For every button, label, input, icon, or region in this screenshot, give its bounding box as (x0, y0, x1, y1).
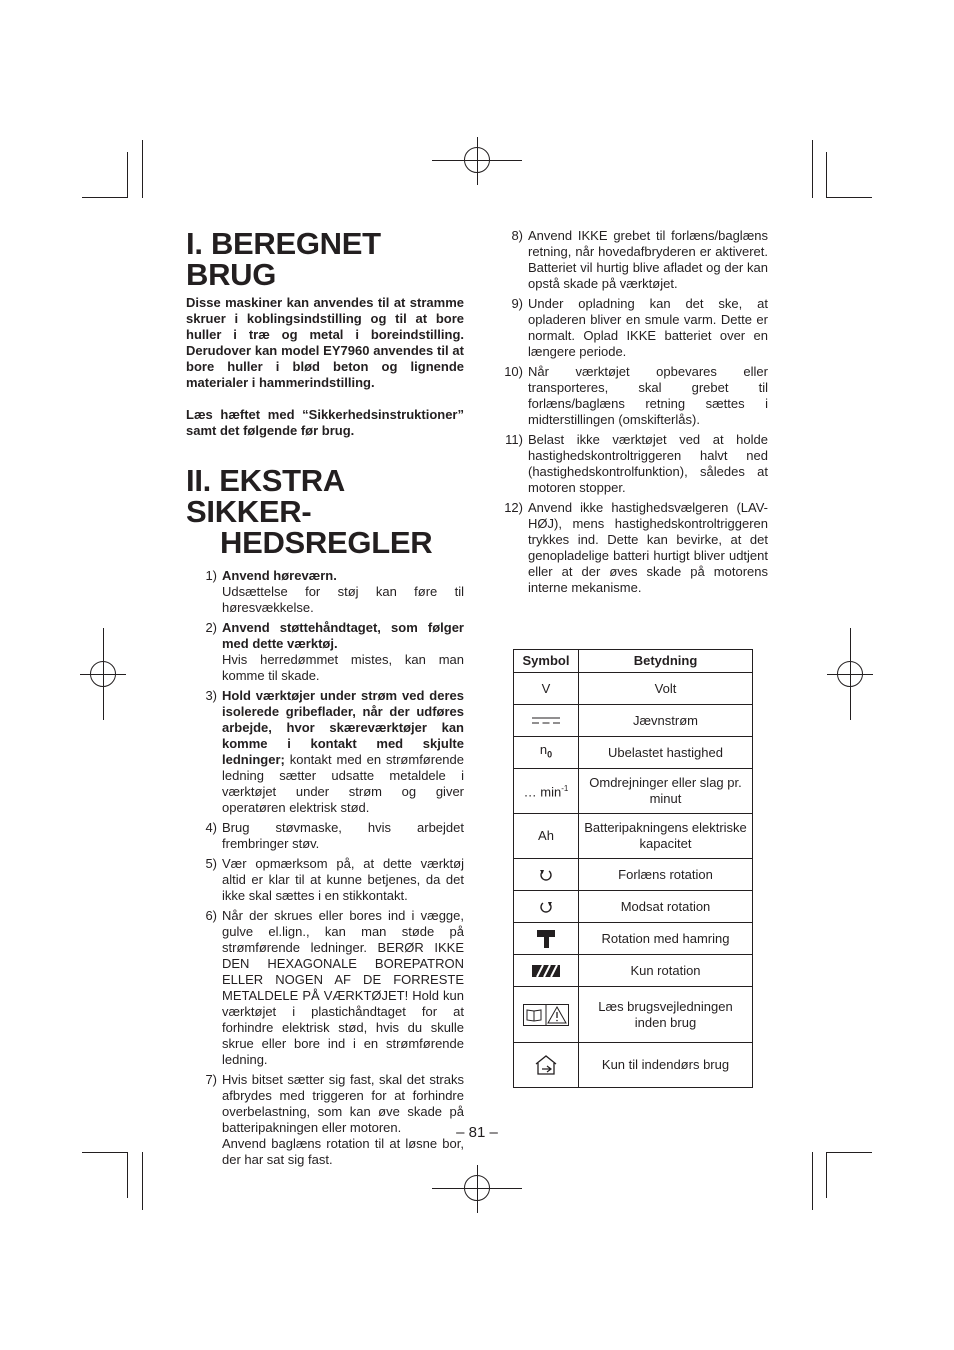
intended-use-paragraph: Disse maskiner kan anvendes til at stramme skruer i koblingsindstilling og til at bore huller i træ og metal i boreindstilling. Derudover kan model EY7960 anvendes til at bore huller i blød beton og lignende materialer i hammerindstilling. (186, 295, 464, 390)
table-header-row (514, 650, 753, 673)
list-item: 12) Anvend ikke hastighedsvælgeren (LAV- HØJ), mens hastighedskontroltriggeren trykkes ind. Dette kan bevirke, at det genopladelige batteri hurtigt bliver udtjent eller at der øves skade på motorens interne mekanisme. (504, 500, 768, 595)
list-item: 11) Belast ikke værktøjet ved at holde hastighedskontroltriggeren halvt ned (hastighedskontrolfunktion), således at motoren stopper. (505, 432, 768, 495)
right-column (500, 228, 768, 600)
table-row (514, 673, 753, 705)
safety-rules-list-continued (500, 228, 768, 596)
safety-rules-list (186, 568, 464, 1168)
drill-bit-icon (532, 965, 560, 977)
hammer-icon (536, 929, 556, 949)
reverse-rotation-icon (539, 900, 553, 914)
table-header-meaning: Betydning (579, 650, 753, 673)
page-number: – 81 – (456, 1124, 498, 1141)
symbol-cell (514, 955, 579, 987)
indoor-use-icon (533, 1054, 559, 1076)
direct-current-icon (532, 716, 560, 726)
table-row (514, 1043, 753, 1088)
meaning-cell: Modsat rotation (579, 891, 753, 923)
read-manual-warning-icon (523, 1004, 569, 1026)
section-title-extra-safety (186, 465, 464, 558)
table-row (514, 859, 753, 891)
symbol-cell (514, 891, 579, 923)
symbol-cell (514, 705, 579, 737)
table-row (514, 923, 753, 955)
table-row (514, 769, 753, 814)
symbol-table (513, 649, 753, 1088)
meaning-cell: Batteripakningens elektriske kapacitet (579, 814, 753, 859)
list-item: 4) Brug støvmaske, hvis arbejdet frembringer støv. (205, 820, 464, 851)
table-row (514, 987, 753, 1043)
list-item: 5) Vær opmærksom på, at dette værktøj altid er klar til at kunne betjenes, da det ikke skal sættes i en stikkontakt. (205, 856, 464, 903)
table-row (514, 705, 753, 737)
forward-rotation-icon (539, 868, 553, 882)
meaning-cell: Forlæns rotation (579, 859, 753, 891)
list-item: 6) Når der skrues eller bores ind i vægge, gulve el.lign., kan man støde på strømførende ledninger. BERØR IKKE DEN HEXAGONALE BOREPATRON ELLER NOGEN AF DE FORRESTE METALDELE PÅ VÆRKTØJET! Hold kun værktøjet i plastichåndtaget for at forhindre elektrisk stød, hvis du skulle skrue eller bore ind i en strømførende ledning. (205, 908, 464, 1067)
list-item: 9) Under opladning kan det ske, at opladeren bliver en smule varm. Dette er normalt. Oplad IKKE batteriet over en længere periode. (511, 296, 768, 359)
meaning-cell: Ubelastet hastighed (579, 737, 753, 769)
meaning-cell: Rotation med hamring (579, 923, 753, 955)
symbol-cell (514, 987, 579, 1043)
symbol-cell: V (514, 673, 579, 705)
table-row (514, 891, 753, 923)
left-column (186, 228, 464, 1172)
list-item: 3) Hold værktøjer under strøm ved deres isolerede gribeflader, når der udføres arbejde, hvor skæreværktøjer kan komme i kontakt med skjulte ledninger; kontakt med en strømførende ledning sætter udsatte metaldele i værktøjet under strøm og giver operatøren elektrisk stød. (205, 688, 464, 815)
table-header-symbol: Symbol (514, 650, 579, 673)
table-row (514, 737, 753, 769)
list-item: 8) Anvend IKKE grebet til forlæns/baglæns retning, når hovedafbryderen er aktiveret. Batteriet vil hurtig blive afladet og der kan opstå skade på værktøjet. (511, 228, 768, 291)
meaning-cell: Læs brugsvejledningen inden brug (579, 987, 753, 1043)
meaning-cell: Kun til indendørs brug (579, 1043, 753, 1088)
section-title-line1: II. EKSTRA SIKKER- (186, 463, 344, 529)
table-row (514, 955, 753, 987)
list-item: 10) Når værktøjet opbevares eller transporteres, skal grebet til forlæns/baglæns retning sættes i midterstillingen (omskifterlås). (504, 364, 768, 427)
table-row (514, 814, 753, 859)
section-title-intended-use: I. BEREGNET BRUG (186, 226, 381, 292)
meaning-cell: Omdrejninger eller slag pr. minut (579, 769, 753, 814)
list-item: 7) Hvis bitset sætter sig fast, skal det straks afbrydes med triggeren for at forhindre overbelastning, som kan øve skade på batteripakningen eller motoren. Anvend baglæns rotation til at løsne bor, der har sat sig fast. (205, 1072, 464, 1167)
meaning-cell: Kun rotation (579, 955, 753, 987)
section-title-line2: HEDSREGLER (220, 525, 433, 560)
symbol-cell (514, 859, 579, 891)
symbol-cell (514, 1043, 579, 1088)
list-item: 1) Anvend høreværn. Udsættelse for støj kan føre til høresvækkelse. (205, 568, 464, 615)
symbol-cell: … $\min^{-1}$ (514, 769, 579, 814)
safety-booklet-paragraph: Læs hæftet med “Sikkerhedsinstruktioner” samt det følgende før brug. (186, 407, 464, 438)
symbol-cell (514, 923, 579, 955)
meaning-cell: Volt (579, 673, 753, 705)
symbol-cell: Ah (514, 814, 579, 859)
list-item: 2) Anvend støttehåndtaget, som følger med dette værktøj. Hvis herredømmet mistes, kan man komme til skade. (205, 620, 464, 683)
meaning-cell: Jævnstrøm (579, 705, 753, 737)
symbol-cell: $n_0$ (514, 737, 579, 769)
